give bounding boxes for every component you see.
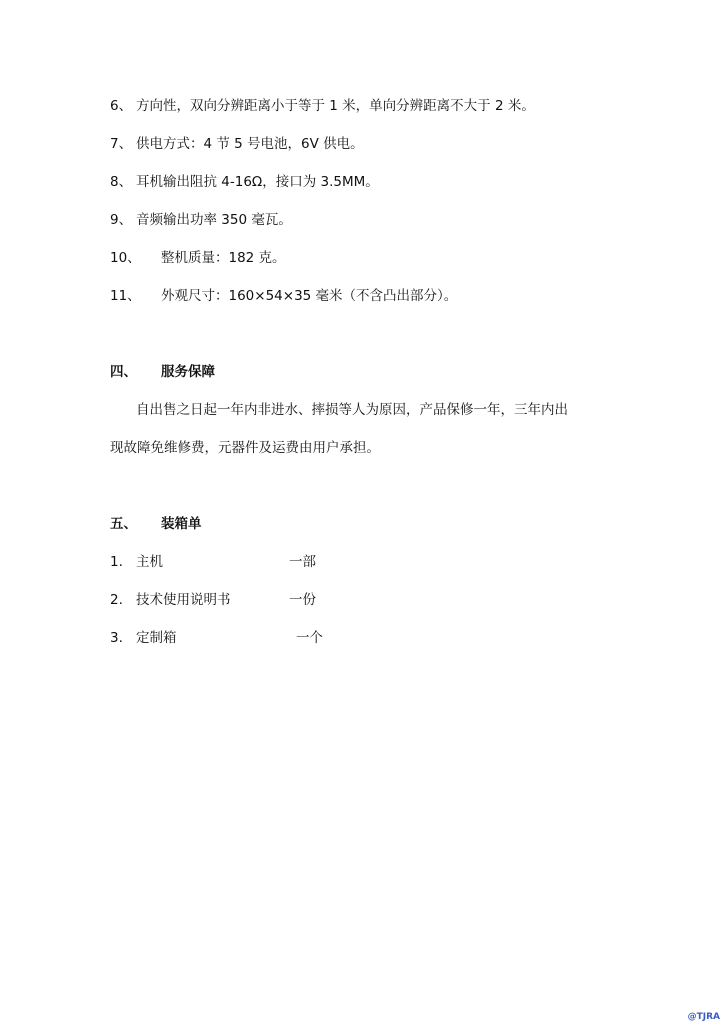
packing-item-name: 主机 — [136, 554, 163, 570]
section-number: 五、 — [110, 516, 137, 532]
spec-text: 音频输出功率 350 毫瓦。 — [136, 212, 292, 228]
spec-number: 10、 — [110, 250, 141, 266]
packing-item-qty: 一个 — [296, 630, 323, 646]
packing-item-number: 2. — [110, 592, 123, 608]
packing-item-number: 3. — [110, 630, 123, 646]
spec-text: 供电方式：4 节 5 号电池，6V 供电。 — [136, 136, 364, 152]
spec-text: 耳机输出阻抗 4-16Ω，接口为 3.5MM。 — [136, 174, 379, 190]
spec-number: 6、 — [110, 98, 133, 114]
spec-text: 整机质量：182 克。 — [161, 250, 286, 266]
packing-item-qty: 一份 — [289, 592, 316, 608]
spec-number: 9、 — [110, 212, 133, 228]
section-number: 四、 — [110, 364, 137, 380]
spec-number: 7、 — [110, 136, 133, 152]
service-paragraph-line-1: 自出售之日起一年内非进水、摔损等人为原因，产品保修一年，三年内出 — [136, 402, 568, 418]
packing-item-qty: 一部 — [289, 554, 316, 570]
watermark: @TJRA — [687, 1012, 720, 1022]
spec-text: 外观尺寸：160×54×35 毫米（不含凸出部分）。 — [161, 288, 458, 304]
spec-number: 11、 — [110, 288, 141, 304]
packing-item-name: 定制箱 — [136, 630, 177, 646]
section-title: 装箱单 — [161, 516, 202, 532]
packing-item-name: 技术使用说明书 — [136, 592, 231, 608]
packing-item-number: 1. — [110, 554, 123, 570]
service-paragraph-line-2: 现故障免维修费，元器件及运费由用户承担。 — [110, 440, 380, 456]
spec-number: 8、 — [110, 174, 133, 190]
spec-text: 方向性，双向分辨距离小于等于 1 米，单向分辨距离不大于 2 米。 — [136, 98, 535, 114]
section-title: 服务保障 — [161, 364, 215, 380]
